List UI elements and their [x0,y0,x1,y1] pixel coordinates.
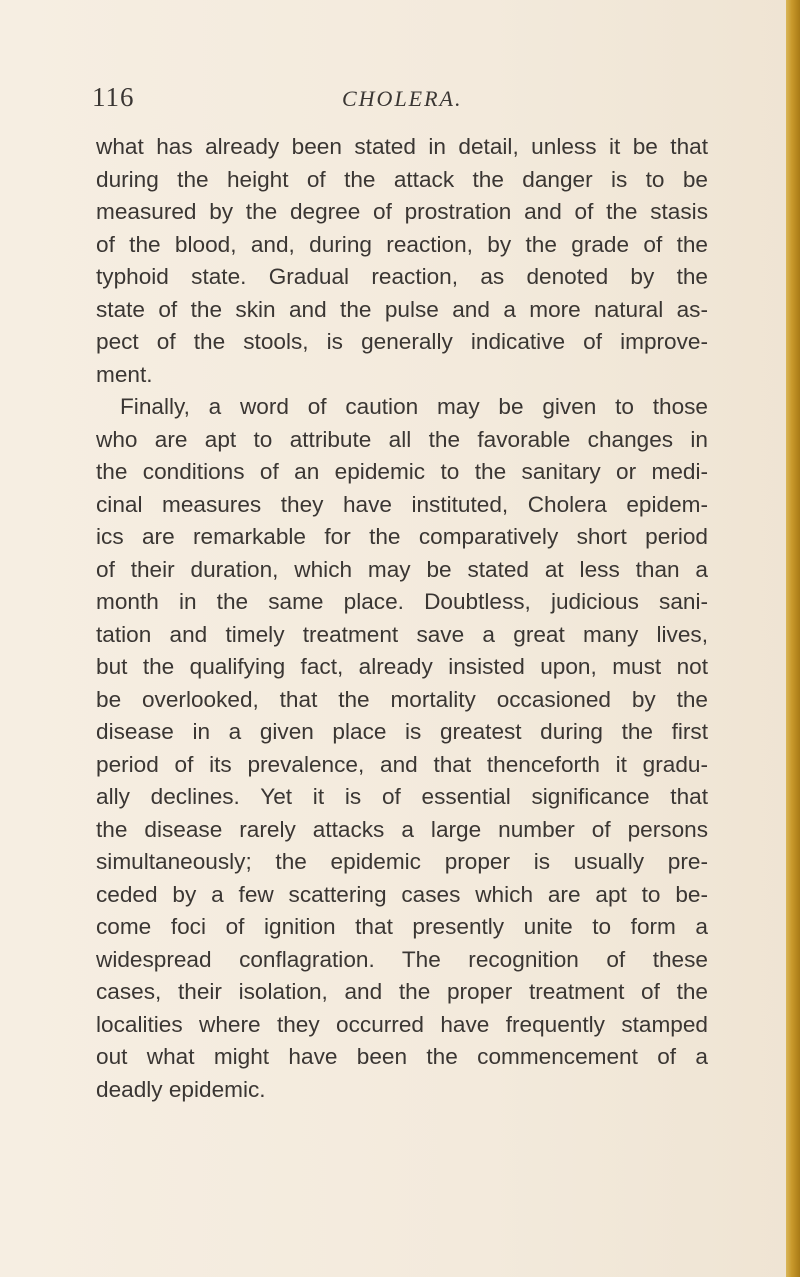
text-line: of their duration, which may be stated at less than a [96,556,708,582]
text-line: ics are remarkable for the comparatively short period [96,524,708,549]
text-line: the conditions of an epidemic to the sanitary or medi- [96,459,708,484]
text-line: come foci of ignition that presently unite to form a [96,914,708,939]
text-line: out what might have been the commencement of a [96,1044,708,1069]
text-line: month in the same place. Doubtless, judicious sani- [96,589,708,614]
gilt-page-edge [786,0,800,1277]
text-line: state of the skin and the pulse and a more natural as- [96,296,708,322]
text-line: cinal measures they have instituted, Cholera epidem- [96,491,708,517]
text-line: measured by the degree of prostration and of the stasis [96,199,708,224]
text-line: but the qualifying fact, already insisted upon, must not [96,654,708,679]
text-line: of the blood, and, during reaction, by the grade of the [96,231,708,257]
text-line: be overlooked, that the mortality occasioned by the [96,686,708,712]
text-line: during the height of the attack the danger is to be [96,166,708,192]
text-line: tation and timely treatment save a great many lives, [96,621,708,647]
text-line: disease in a given place is greatest during the first [96,719,708,744]
text-line: period of its prevalence, and that thenceforth it gradu- [96,751,708,777]
text-line: Finally, a word of caution may be given to those [120,394,708,419]
text-line: pect of the stools, is generally indicative of improve- [96,329,708,354]
text-line: the disease rarely attacks a large number of persons [96,816,708,842]
text-line: ally declines. Yet it is of essential significance that [96,784,708,809]
text-line: deadly epidemic. [96,1076,266,1102]
text-line: simultaneously; the epidemic proper is usually pre- [96,849,708,874]
text-line: ment. [96,361,153,387]
text-line: typhoid state. Gradual reaction, as denoted by the [96,264,708,289]
text-line: widespread conflagration. The recognition of these [96,946,708,972]
page-number: 116 [92,82,135,112]
text-line: ceded by a few scattering cases which are apt to be- [96,881,708,907]
body-text [96,131,708,1106]
text-line: localities where they occurred have frequently stamped [96,1011,708,1037]
page-header [92,82,712,116]
text-line: what has already been stated in detail, unless it be that [96,134,708,159]
text-line: who are apt to attribute all the favorable changes in [96,426,708,452]
running-head: CHOLERA. [342,86,463,111]
text-line: cases, their isolation, and the proper treatment of the [96,979,708,1004]
